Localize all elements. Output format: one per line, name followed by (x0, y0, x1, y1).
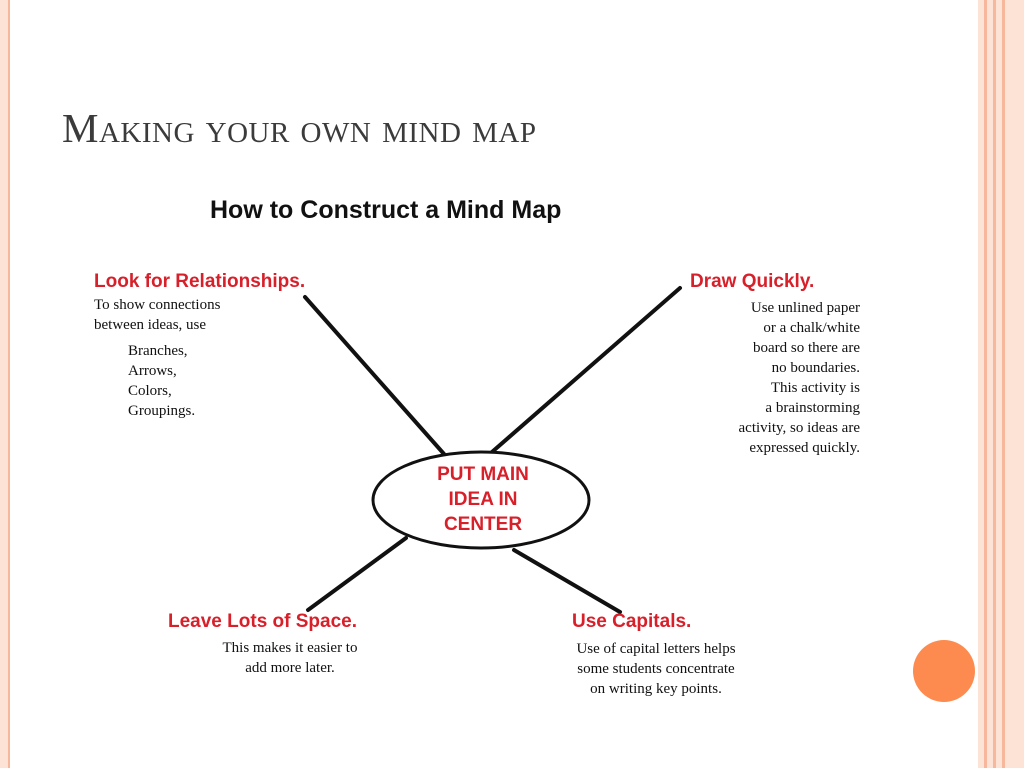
branch-line-capitals (514, 550, 620, 612)
diagram-title: How to Construct a Mind Map (210, 196, 562, 224)
branch-line-relationships (305, 297, 444, 454)
branch-heading-relationships: Look for Relationships. (94, 271, 306, 292)
decorative-orange-circle (913, 640, 975, 702)
branch-text-relationships: To show connections between ideas, use (94, 297, 221, 333)
branch-heading-space: Leave Lots of Space. (168, 611, 358, 632)
slide-title: Making your own mind map (62, 105, 537, 151)
branch-line-draw-quickly (492, 288, 680, 452)
center-idea-text: PUT MAIN IDEA IN CENTER (437, 464, 529, 535)
branch-line-space (308, 538, 406, 610)
branch-text-capitals: Use of capital letters helps some students concentrate on writing key points. (576, 641, 736, 697)
branch-heading-draw-quickly: Draw Quickly. (690, 271, 815, 292)
branch-text-space: This makes it easier to add more later. (222, 640, 358, 676)
branch-heading-capitals: Use Capitals. (572, 611, 692, 632)
branch-text-draw-quickly: Use unlined paper or a chalk/white board so there are no boundaries. This activity is a brainstorming activity, so ideas are expressed quickly. (738, 300, 860, 456)
branch-list-relationships: Branches, Arrows, Colors, Groupings. (128, 343, 196, 419)
